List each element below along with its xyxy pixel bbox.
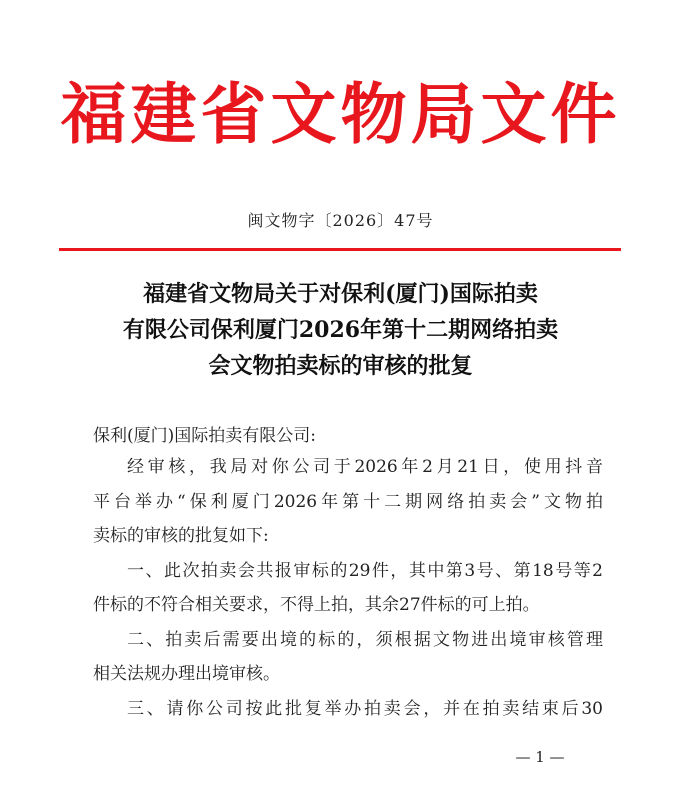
body-line: 三、请你公司按此批复举办拍卖会，并在拍卖结束后30 — [127, 698, 603, 719]
title-line: 福建省文物局关于对保利(厦门)国际拍卖 — [143, 281, 538, 307]
red-separator-line — [59, 248, 621, 251]
body-line: 平台举办“保利厦门2026年第十二期网络拍卖会”文物拍 — [93, 491, 603, 512]
body-line: 一、此次拍卖会共报审标的29件，其中第3号、第18号等2 — [127, 560, 603, 581]
body-line: 经审核，我局对你公司于2026年2月21日，使用抖音 — [127, 457, 603, 477]
body-line: 件标的不符合相关要求，不得上拍，其余27件标的可上拍。 — [93, 595, 540, 615]
body-line: 二、拍卖后需要出境的标的，须根据文物进出境审核管理 — [127, 629, 603, 650]
title-line: 会文物拍卖标的审核的批复 — [208, 353, 473, 379]
document-number: 闽文物字〔2026〕47号 — [247, 211, 434, 230]
body-line: 卖标的审核的批复如下: — [93, 526, 269, 546]
salutation: 保利(厦门)国际拍卖有限公司: — [93, 426, 316, 446]
body-text — [93, 455, 603, 731]
page-number: — 1 — — [515, 748, 565, 766]
masthead-title: 福建省文物局文件 — [60, 75, 621, 153]
document-title — [60, 276, 621, 384]
title-line: 有限公司保利厦门2026年第十二期网络拍卖 — [122, 317, 559, 343]
body-line: 相关法规办理出境审核。 — [93, 664, 280, 684]
